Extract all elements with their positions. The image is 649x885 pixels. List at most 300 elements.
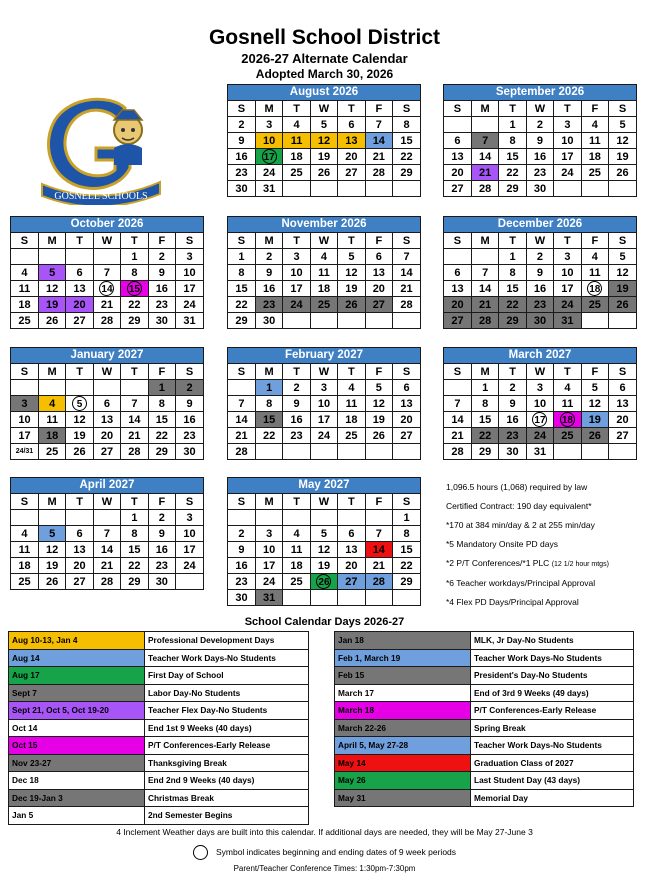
day-cell: 25 <box>581 297 608 313</box>
day-cell: 22 <box>228 297 255 313</box>
weekday-header: F <box>365 233 392 249</box>
empty-cell <box>365 313 392 329</box>
weekday-header: F <box>365 364 392 380</box>
day-cell: 2 <box>499 380 526 396</box>
legend-row <box>335 702 634 720</box>
legend-row <box>9 789 309 807</box>
day-cell: 21 <box>365 149 392 165</box>
weekday-header: T <box>499 101 526 117</box>
weekday-header: M <box>471 101 498 117</box>
legend-row <box>335 754 634 772</box>
legend-label: Last Student Day (43 days) <box>471 772 634 790</box>
day-cell: 25 <box>283 574 310 590</box>
day-cell: 3 <box>526 380 553 396</box>
empty-cell <box>283 181 310 197</box>
day-cell: 8 <box>393 117 420 133</box>
empty-cell <box>310 444 337 460</box>
day-cell: 23 <box>499 428 526 444</box>
day-cell: 18 <box>11 297 38 313</box>
legend-label: Teacher Work Days-No Students <box>471 649 634 667</box>
empty-cell <box>310 181 337 197</box>
weekday-header: T <box>499 364 526 380</box>
weekday-header: T <box>121 233 148 249</box>
empty-cell <box>66 510 93 526</box>
weekday-header: T <box>554 101 581 117</box>
weekday-header: S <box>393 233 420 249</box>
day-cell: 26 <box>365 428 392 444</box>
legend-label: Christmas Break <box>145 789 309 807</box>
day-cell: 7 <box>444 396 471 412</box>
day-cell: 27 <box>609 428 636 444</box>
day-cell: 28 <box>228 444 255 460</box>
day-cell: 13 <box>338 542 365 558</box>
day-cell: 16 <box>176 412 203 428</box>
day-cell: 15 <box>121 542 148 558</box>
day-cell: 27 <box>93 444 120 460</box>
month-sep <box>443 84 637 197</box>
day-cell: 18 <box>581 149 608 165</box>
day-cell: 6 <box>338 526 365 542</box>
weekday-header: S <box>393 364 420 380</box>
day-cell: 5 <box>38 526 65 542</box>
day-cell: 27 <box>66 574 93 590</box>
day-cell: 24 <box>310 428 337 444</box>
weekday-header: S <box>393 101 420 117</box>
empty-cell <box>255 444 282 460</box>
day-cell: 23 <box>283 428 310 444</box>
day-cell: 9 <box>526 265 553 281</box>
day-cell: 10 <box>526 396 553 412</box>
weekday-header: W <box>310 494 337 510</box>
day-cell: 12 <box>338 265 365 281</box>
day-cell: 17 <box>283 281 310 297</box>
weekday-header: T <box>283 233 310 249</box>
day-cell: 11 <box>11 542 38 558</box>
month-dec <box>443 216 637 329</box>
day-cell: 1 <box>471 380 498 396</box>
empty-cell <box>609 313 636 329</box>
day-cell: 21 <box>471 165 498 181</box>
empty-cell <box>554 444 581 460</box>
day-cell: 24 <box>283 297 310 313</box>
day-cell: 17 <box>255 558 282 574</box>
legend-date: Aug 17 <box>9 667 145 685</box>
day-cell: 30 <box>228 181 255 197</box>
legend-row <box>9 737 309 755</box>
month-feb <box>227 347 421 460</box>
day-cell: 16 <box>526 281 553 297</box>
legend-date: Feb 1, March 19 <box>335 649 471 667</box>
day-cell: 3 <box>554 249 581 265</box>
day-cell: 18 <box>283 149 310 165</box>
circle-symbol-icon <box>193 845 208 860</box>
legend-date: Aug 10-13, Jan 4 <box>9 632 145 650</box>
day-cell: 6 <box>93 396 120 412</box>
day-cell: 13 <box>365 265 392 281</box>
day-cell: 12 <box>609 265 636 281</box>
day-cell: 1 <box>228 249 255 265</box>
day-cell: 11 <box>310 265 337 281</box>
day-cell: 10 <box>310 396 337 412</box>
legend-label: End 2nd 9 Weeks (40 days) <box>145 772 309 790</box>
day-cell: 4 <box>283 117 310 133</box>
day-cell: 19 <box>338 281 365 297</box>
day-cell: 27 <box>66 313 93 329</box>
weekday-header: W <box>526 233 553 249</box>
day-cell: 11 <box>38 412 65 428</box>
legend-label: Thanksgiving Break <box>145 754 309 772</box>
weekday-header: T <box>499 233 526 249</box>
day-cell: 1 <box>499 117 526 133</box>
day-cell: 12 <box>365 396 392 412</box>
legend-label: MLK, Jr Day-No Students <box>471 632 634 650</box>
day-cell: 23 <box>526 297 553 313</box>
day-cell: 5 <box>609 249 636 265</box>
legend-row <box>335 789 634 807</box>
legend-date: May 14 <box>335 754 471 772</box>
day-cell: 27 <box>338 165 365 181</box>
day-cell: 31 <box>255 590 282 606</box>
legend-date: Jan 18 <box>335 632 471 650</box>
day-cell: 22 <box>121 558 148 574</box>
day-cell: 2 <box>148 249 175 265</box>
day-cell: 11 <box>283 133 310 149</box>
day-cell: 1 <box>255 380 282 396</box>
day-cell: 4 <box>38 396 65 412</box>
day-cell: 9 <box>526 133 553 149</box>
day-cell: 16 <box>228 558 255 574</box>
adopted-date: Adopted March 30, 2026 <box>255 67 394 81</box>
empty-cell <box>11 380 38 396</box>
month-nov <box>227 216 421 329</box>
day-cell: 6 <box>393 380 420 396</box>
day-cell: 4 <box>338 380 365 396</box>
day-cell: 15 <box>148 412 175 428</box>
day-cell: 8 <box>255 396 282 412</box>
empty-cell <box>444 117 471 133</box>
day-cell: 12 <box>38 542 65 558</box>
day-cell: 17 <box>176 281 203 297</box>
day-cell: 3 <box>11 396 38 412</box>
legend-date: Dec 19-Jan 3 <box>9 789 145 807</box>
legend-date: Sept 7 <box>9 684 145 702</box>
legend-date: March 17 <box>335 684 471 702</box>
day-cell: 18 <box>11 558 38 574</box>
day-cell: 12 <box>609 133 636 149</box>
symbol-note: Symbol indicates beginning and ending dates of 9 week periods <box>0 845 649 860</box>
day-cell: 19 <box>365 412 392 428</box>
legend-date: Oct 14 <box>9 719 145 737</box>
legend-row <box>9 772 309 790</box>
weekday-header: W <box>310 364 337 380</box>
day-cell: 20 <box>338 558 365 574</box>
day-cell: 30 <box>228 590 255 606</box>
day-cell: 12 <box>66 412 93 428</box>
logo-emblem-icon <box>30 90 170 205</box>
month-title: January 2027 <box>11 348 203 364</box>
note-line: 1,096.5 hours (1,068) required by law <box>446 482 588 492</box>
day-cell: 13 <box>66 542 93 558</box>
empty-cell <box>255 510 282 526</box>
day-cell: 9 <box>228 542 255 558</box>
day-cell: 27 <box>444 313 471 329</box>
legend-label: Graduation Class of 2027 <box>471 754 634 772</box>
day-cell: 23 <box>148 558 175 574</box>
weekday-header: T <box>554 233 581 249</box>
day-cell: 1 <box>121 249 148 265</box>
day-cell <box>255 149 282 165</box>
weekday-header: S <box>444 364 471 380</box>
day-cell: 20 <box>66 297 93 313</box>
weekday-header: M <box>255 233 282 249</box>
month-may <box>227 477 421 606</box>
day-cell <box>581 281 608 297</box>
district-title: Gosnell School District <box>208 26 441 49</box>
day-cell: 20 <box>444 297 471 313</box>
month-title: September 2026 <box>444 85 636 101</box>
day-cell: 20 <box>393 412 420 428</box>
weekday-header: S <box>393 494 420 510</box>
day-cell: 23 <box>176 428 203 444</box>
day-cell: 7 <box>365 117 392 133</box>
legend-date: Nov 23-27 <box>9 754 145 772</box>
day-cell: 7 <box>471 133 498 149</box>
day-cell: 4 <box>554 380 581 396</box>
day-cell: 10 <box>11 412 38 428</box>
day-cell: 20 <box>338 149 365 165</box>
day-cell: 2 <box>228 526 255 542</box>
calendar-subtitle: 2026-27 Alternate Calendar <box>241 51 408 66</box>
day-cell: 20 <box>444 165 471 181</box>
weekday-header: F <box>365 494 392 510</box>
day-cell: 29 <box>499 313 526 329</box>
day-cell: 5 <box>581 380 608 396</box>
legend-row <box>9 632 309 650</box>
legend-label: P/T Conferences-Early Release <box>471 702 634 720</box>
weekday-header: M <box>255 364 282 380</box>
day-cell: 21 <box>121 428 148 444</box>
day-cell: 30 <box>499 444 526 460</box>
day-cell: 2 <box>228 117 255 133</box>
day-cell: 23 <box>228 165 255 181</box>
day-cell: 2 <box>176 380 203 396</box>
day-cell: 7 <box>121 396 148 412</box>
day-cell: 18 <box>283 558 310 574</box>
day-cell: 12 <box>310 542 337 558</box>
empty-cell <box>581 444 608 460</box>
month-title: May 2027 <box>228 478 420 494</box>
weekday-header: M <box>255 101 282 117</box>
weekday-header: T <box>121 494 148 510</box>
empty-cell <box>93 249 120 265</box>
weekday-header: S <box>176 494 203 510</box>
empty-cell <box>310 313 337 329</box>
legend-label: Teacher Work Days-No Students <box>471 737 634 755</box>
day-cell: 4 <box>283 526 310 542</box>
legend-date: March 22-26 <box>335 719 471 737</box>
period-marker-circle: 17 <box>262 149 277 164</box>
day-cell: 25 <box>283 165 310 181</box>
day-cell: 29 <box>228 313 255 329</box>
day-cell: 17 <box>554 149 581 165</box>
day-cell: 26 <box>609 297 636 313</box>
day-cell <box>66 396 93 412</box>
day-cell: 16 <box>526 149 553 165</box>
weekday-header: W <box>93 233 120 249</box>
legend-date: April 5, May 27-28 <box>335 737 471 755</box>
day-cell: 30 <box>526 181 553 197</box>
period-marker-circle: 14 <box>99 281 114 296</box>
note-line: *4 Flex PD Days/Principal Approval <box>446 597 579 607</box>
weekday-header: W <box>310 233 337 249</box>
day-cell: 26 <box>609 165 636 181</box>
day-cell: 29 <box>471 444 498 460</box>
day-cell: 19 <box>609 281 636 297</box>
day-cell: 23 <box>526 165 553 181</box>
day-cell: 27 <box>338 574 365 590</box>
legend-row <box>335 737 634 755</box>
weekday-header: F <box>365 101 392 117</box>
day-cell: 2 <box>526 249 553 265</box>
day-cell: 22 <box>121 297 148 313</box>
day-cell: 13 <box>338 133 365 149</box>
day-cell: 28 <box>393 297 420 313</box>
legend-date: Feb 15 <box>335 667 471 685</box>
day-cell: 1 <box>499 249 526 265</box>
day-cell: 9 <box>176 396 203 412</box>
empty-cell <box>609 181 636 197</box>
day-cell: 14 <box>471 149 498 165</box>
day-cell: 30 <box>255 313 282 329</box>
weekday-header: T <box>338 233 365 249</box>
day-cell: 28 <box>471 313 498 329</box>
month-apr <box>10 477 204 590</box>
day-cell: 14 <box>444 412 471 428</box>
day-cell: 11 <box>338 396 365 412</box>
empty-cell <box>365 444 392 460</box>
day-cell: 24/31 <box>11 444 38 460</box>
day-cell: 14 <box>365 542 392 558</box>
empty-cell <box>283 313 310 329</box>
day-cell: 6 <box>66 526 93 542</box>
day-cell: 9 <box>255 265 282 281</box>
day-cell: 3 <box>554 117 581 133</box>
empty-cell <box>365 181 392 197</box>
day-cell: 7 <box>393 249 420 265</box>
day-cell: 16 <box>148 281 175 297</box>
day-cell: 12 <box>581 396 608 412</box>
day-cell: 5 <box>38 265 65 281</box>
legend-table-right <box>334 631 634 807</box>
day-cell: 14 <box>121 412 148 428</box>
legend-date: Sept 21, Oct 5, Oct 19-20 <box>9 702 145 720</box>
empty-cell <box>283 444 310 460</box>
day-cell: 22 <box>393 149 420 165</box>
empty-cell <box>66 380 93 396</box>
legend-table-left <box>8 631 309 825</box>
empty-cell <box>93 380 120 396</box>
empty-cell <box>338 181 365 197</box>
day-cell: 15 <box>499 281 526 297</box>
weekday-header: S <box>176 364 203 380</box>
day-cell: 19 <box>66 428 93 444</box>
day-cell: 14 <box>93 542 120 558</box>
day-cell: 23 <box>228 574 255 590</box>
legend-row <box>9 702 309 720</box>
day-cell: 17 <box>176 542 203 558</box>
weekday-header: M <box>471 364 498 380</box>
day-cell: 31 <box>526 444 553 460</box>
day-cell: 5 <box>609 117 636 133</box>
day-cell: 7 <box>228 396 255 412</box>
day-cell: 23 <box>255 297 282 313</box>
empty-cell <box>471 117 498 133</box>
day-cell: 13 <box>66 281 93 297</box>
day-cell: 24 <box>176 558 203 574</box>
day-cell: 2 <box>283 380 310 396</box>
day-cell: 15 <box>471 412 498 428</box>
month-title: August 2026 <box>228 85 420 101</box>
legend-row <box>335 684 634 702</box>
period-marker-circle: 26 <box>316 574 331 589</box>
weekday-header: T <box>283 364 310 380</box>
weekday-header: F <box>581 101 608 117</box>
day-cell: 13 <box>609 396 636 412</box>
empty-cell <box>176 574 203 590</box>
day-cell: 22 <box>393 558 420 574</box>
weekday-header: S <box>444 233 471 249</box>
weekday-header: S <box>609 364 636 380</box>
legend-date: May 26 <box>335 772 471 790</box>
day-cell <box>554 412 581 428</box>
legend-label: 2nd Semester Begins <box>145 807 309 825</box>
day-cell: 11 <box>554 396 581 412</box>
note-line: *5 Mandatory Onsite PD days <box>446 539 558 549</box>
day-cell: 13 <box>393 396 420 412</box>
day-cell: 5 <box>338 249 365 265</box>
day-cell: 15 <box>393 542 420 558</box>
day-cell: 14 <box>365 133 392 149</box>
day-cell: 11 <box>581 265 608 281</box>
day-cell: 4 <box>310 249 337 265</box>
day-cell: 19 <box>609 149 636 165</box>
empty-cell <box>283 590 310 606</box>
empty-cell <box>393 444 420 460</box>
weekday-header: T <box>66 364 93 380</box>
weekday-header: S <box>228 101 255 117</box>
empty-cell <box>121 380 148 396</box>
day-cell: 15 <box>255 412 282 428</box>
day-cell <box>93 281 120 297</box>
weekday-header: F <box>581 364 608 380</box>
day-cell: 5 <box>365 380 392 396</box>
month-oct <box>10 216 204 329</box>
empty-cell <box>471 249 498 265</box>
weekday-header: S <box>11 494 38 510</box>
note-line: *6 Teacher workdays/Principal Approval <box>446 578 596 588</box>
legend-label: Professional Development Days <box>145 632 309 650</box>
empty-cell <box>393 181 420 197</box>
weekday-header: F <box>148 364 175 380</box>
weekday-header: T <box>283 101 310 117</box>
weekday-header: S <box>609 233 636 249</box>
legend-label: Labor Day-No Students <box>145 684 309 702</box>
month-aug <box>227 84 421 197</box>
empty-cell <box>38 510 65 526</box>
empty-cell <box>310 590 337 606</box>
day-cell: 8 <box>499 133 526 149</box>
day-cell: 25 <box>11 313 38 329</box>
